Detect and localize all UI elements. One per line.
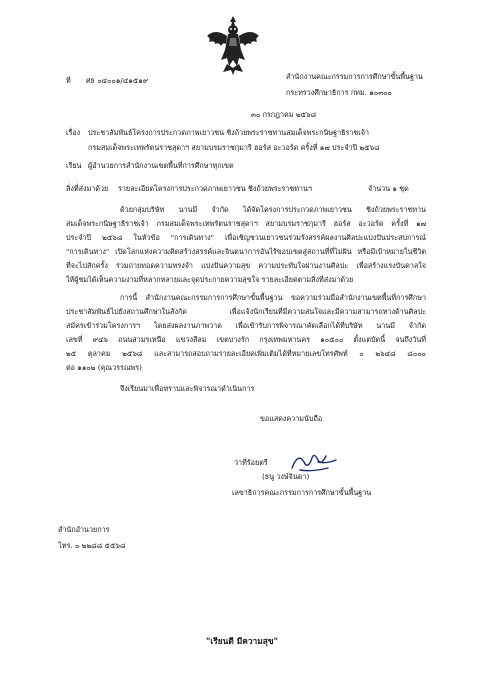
issuing-office: สำนักอำนวยการ	[58, 525, 110, 534]
para1-line: ที่จะไปสักครั้ง ร่วมถ่ายทอดความทรงจำ แบ่งปันความสุข ความประทับใจผ่านงานศิลปะ เพื่อสร้างแรงบันดาลใจ	[66, 261, 426, 270]
signer-name: (ธนู วงษ์จินดา)	[262, 472, 310, 481]
para1-line: ด้วยกลุ่มบริษัท นานมี จำกัด ได้จัดโครงการประกวดภาพเยาวชน ชิงถ้วยพระราชทาน	[120, 205, 426, 214]
para2-line: ประชาสัมพันธ์ไปยังสถานศึกษาในสังกัด เพื่อแจ้งนักเรียนที่มีความสนใจและมีความสามารถทางด้านศิลปะ	[66, 307, 426, 316]
para2-line: ๒๕ ตุลาคม ๒๕๖๘ และสามารถสอบถามรายละเอียดเพิ่มเติมได้ที่หมายเลขโทรศัพท์ ๐ ๒๖๔๘ ๘๐๐๐	[66, 349, 426, 358]
para1-line: "การเดินทาง" เปิดโลกแห่งความคิดสร้างสรรค์และจินตนาการอันไร้ขอบเขตสู่สถานที่ที่ไม่ฝัน หรือมีเป้าหมายในชีวิต	[66, 247, 426, 256]
para1-line: ประจำปี ๒๕๖๘ ในหัวข้อ "การเดินทาง" เพื่อเชิญชวนเยาวชนร่วมรังสรรค์ผลงานศิลปะแบ่งปันประสบการณ์	[66, 233, 426, 242]
para1-line: ให้ผู้ชมได้เห็นความงามที่หลากหลายและจุดประกายความสุขใจ รายละเอียดตามสิ่งที่ส่งมาด้วย	[66, 275, 354, 284]
org-address: กระทรวงศึกษาธิการ กทม. ๑๐๓๐๐	[286, 88, 392, 97]
signer-rank: ว่าที่ร้อยตรี	[234, 458, 268, 467]
ref-number: ศธ ๐๔๐๐๑/๔๑๕๑๙	[86, 76, 149, 85]
closing-line: จึงเรียนมาเพื่อทราบและพิจารณาดำเนินการ	[120, 384, 255, 393]
para2-line: ต่อ ๑๑๐๒ (คุณวรรณพร)	[66, 363, 142, 372]
signer-title: เลขาธิการคณะกรรมการการศึกษาขั้นพื้นฐาน	[232, 488, 372, 497]
attachment-quantity: จำนวน ๑ ชุด	[368, 184, 409, 193]
document-date: ๓๐ กรกฎาคม ๒๕๖๘	[251, 110, 317, 119]
to-recipient: ผู้อำนวยการสำนักงานเขตพื้นที่การศึกษาทุกเขต	[88, 161, 234, 170]
para2-line: การนี้ สำนักงานคณะกรรมการการศึกษาขั้นพื้นฐาน ขอความร่วมมือสำนักงานเขตพื้นที่การศึกษา	[120, 293, 426, 302]
to-label: เรียน	[66, 161, 82, 170]
attachment-label: สิ่งที่ส่งมาด้วย	[66, 184, 109, 193]
slogan: "เรียนดี มีความสุข"	[206, 636, 278, 646]
org-name: สำนักงานคณะกรรมการการศึกษาขั้นพื้นฐาน	[286, 72, 423, 81]
para2-line: สมัครเข้าร่วมโครงการฯ โดยส่งผลงานภาพวาด เพื่อเข้ารับการพิจารณาคัดเลือกได้ที่บริษัท นานมี จำกัด	[66, 321, 426, 330]
para2-line: เลขที่ ๙๔๖ ถนนสามรเหนือ แขวงสีลม เขตบางรัก กรุงเทพมหานคร ๑๐๕๐๐ ตั้งแต่บัดนี้ จนถึงวันที่	[66, 335, 426, 344]
regards-line: ขอแสดงความนับถือ	[260, 414, 323, 423]
para1-line: สมเด็จพระกนิษฐาธิราชเจ้า กรมสมเด็จพระเทพรัตนราชสุดาฯ สยามบรมราชกุมารี ฮอร์ส อะวอร์ด ครั้งที่ ๑๗	[66, 219, 426, 228]
ref-label: ที่	[66, 76, 71, 85]
garuda-emblem	[205, 14, 261, 76]
subject-label: เรื่อง	[66, 128, 81, 137]
attachment-text: รายละเอียดโครงการประกวดภาพเยาวชน ชิงถ้วยพระราชทานฯ	[118, 184, 312, 193]
office-phone: โทร. ๐ ๒๒๘๘ ๕๕๖๘	[58, 541, 126, 550]
subject-line-2: กรมสมเด็จพระเทพรัตนราชสุดาฯ สยามบรมราชกุมารี ฮอร์ส อะวอร์ด ครั้งที่ ๑๗ ประจำปี ๒๕๖๘	[88, 143, 380, 152]
handwritten-signature	[288, 448, 340, 474]
subject-line-1: ประชาสัมพันธ์โครงการประกวดภาพเยาวชน ชิงถ้วยพระราชทานสมเด็จพระกนิษฐาธิราชเจ้า	[88, 128, 370, 137]
